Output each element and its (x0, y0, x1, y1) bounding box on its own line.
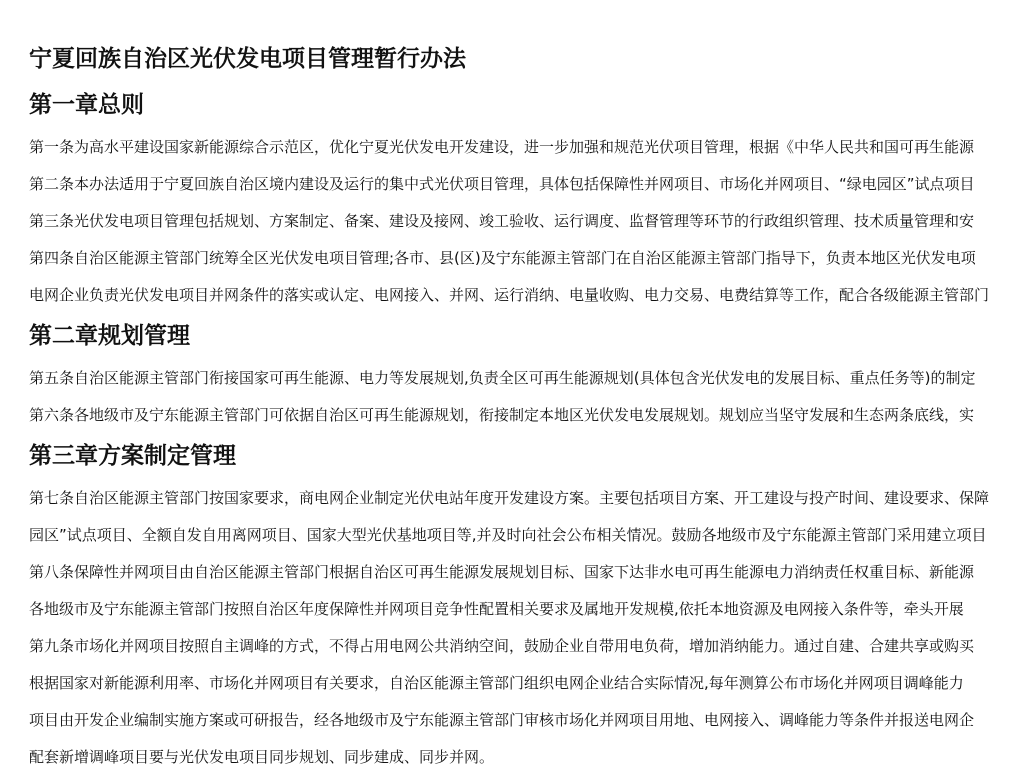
document-title: 宁夏回族自治区光伏发电项目管理暂行办法 (29, 46, 466, 72)
paragraph-line: 第三条光伏发电项目管理包括规划、方案制定、备案、建设及接网、竣工验收、运行调度、监督管理等环节的行政组织管理、技术质量管理和安 (29, 212, 975, 230)
paragraph-line: 第八条保障性并网项目由自治区能源主管部门根据自治区可再生能源发展规划目标、国家下达非水电可再生能源电力消纳责任权重目标、新能源 (29, 563, 975, 581)
paragraph-line: 园区”试点项目、全额自发自用离网项目、国家大型光伏基地项目等,并及时向社会公布相关情况。鼓励各地级市及宁东能源主管部门采用建立项目 (29, 526, 987, 544)
paragraph-line: 各地级市及宁东能源主管部门按照自治区年度保障性并网项目竞争性配置相关要求及属地开发规模,依托本地资源及电网接入条件等，牵头开展 (29, 600, 964, 618)
chapter-1-heading: 第一章总则 (29, 92, 144, 118)
paragraph-line: 第一条为高水平建设国家新能源综合示范区，优化宁夏光伏发电开发建设，进一步加强和规范光伏项目管理，根据《中华人民共和国可再生能源 (29, 138, 975, 156)
paragraph-line: 第九条市场化并网项目按照自主调峰的方式，不得占用电网公共消纳空间，鼓励企业自带用电负荷，增加消纳能力。通过自建、合建共享或购买 (29, 637, 975, 655)
chapter-2-heading: 第二章规划管理 (29, 323, 190, 349)
paragraph-line: 第二条本办法适用于宁夏回族自治区境内建设及运行的集中式光伏项目管理，具体包括保障性并网项目、市场化并网项目、“绿电园区”试点项目 (29, 175, 975, 193)
paragraph-line: 配套新增调峰项目要与光伏发电项目同步规划、同步建成、同步并网。 (29, 748, 495, 766)
paragraph-line: 第六条各地级市及宁东能源主管部门可依据自治区可再生能源规划，衔接制定本地区光伏发电发展规划。规划应当坚守发展和生态两条底线，实 (29, 406, 975, 424)
paragraph-line: 第四条自治区能源主管部门统筹全区光伏发电项目管理;各市、县(区)及宁东能源主管部门在自治区能源主管部门指导下，负责本地区光伏发电项 (29, 249, 976, 267)
paragraph-line: 第七条自治区能源主管部门按国家要求，商电网企业制定光伏电站年度开发建设方案。主要包括项目方案、开工建设与投产时间、建设要求、保障 (29, 489, 990, 507)
paragraph-line: 第五条自治区能源主管部门衔接国家可再生能源、电力等发展规划,负责全区可再生能源规划(具体包含光伏发电的发展目标、重点任务等)的制定 (29, 369, 976, 387)
paragraph-line: 根据国家对新能源利用率、市场化并网项目有关要求，自治区能源主管部门组织电网企业结合实际情况,每年测算公布市场化并网项目调峰能力 (29, 674, 964, 692)
chapter-3-heading: 第三章方案制定管理 (29, 443, 236, 469)
paragraph-line: 项目由开发企业编制实施方案或可研报告，经各地级市及宁东能源主管部门审核市场化并网项目用地、电网接入、调峰能力等条件并报送电网企 (29, 711, 975, 729)
paragraph-line: 电网企业负责光伏发电项目并网条件的落实或认定、电网接入、并网、运行消纳、电量收购、电力交易、电费结算等工作，配合各级能源主管部门 (29, 286, 990, 304)
